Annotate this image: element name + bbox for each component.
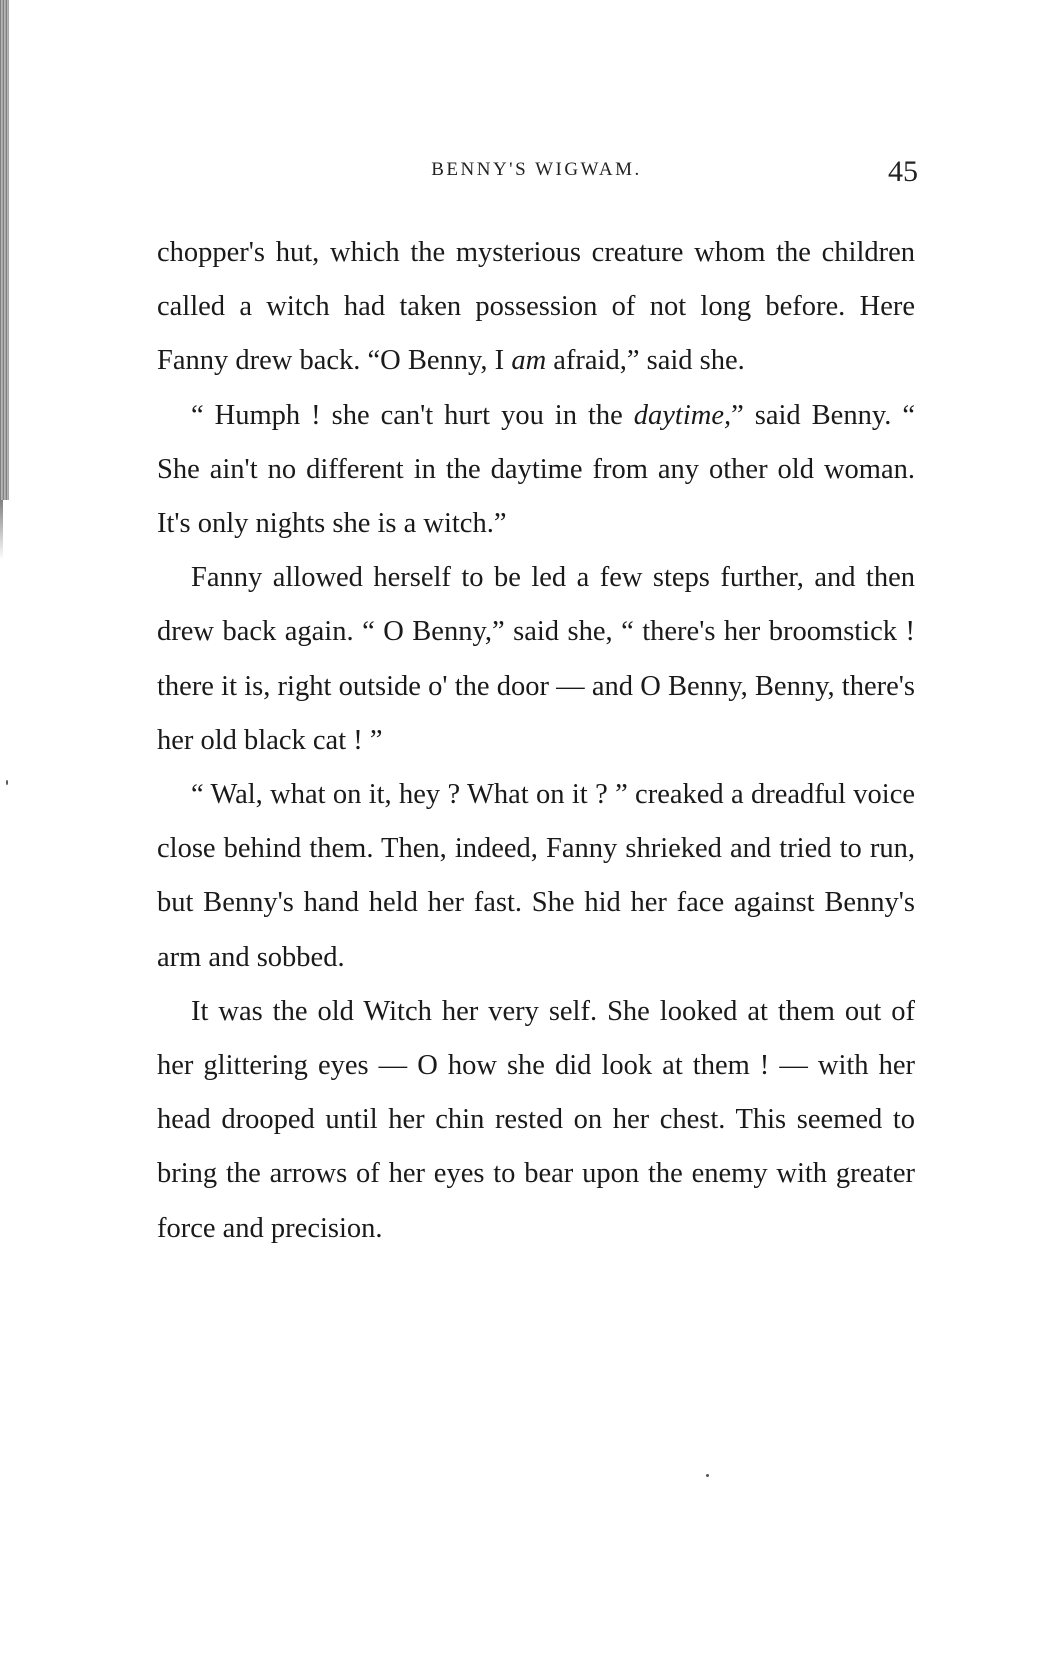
page-number: 45: [888, 155, 918, 188]
paragraph-2-text: “ Humph ! she can't hurt you in the: [191, 399, 634, 431]
paragraph-2-text-end: ” said Benny. “ She ain't no different in the daytime from any other old woman. It's only nights she is a witch.”: [157, 399, 915, 540]
paragraph-1-text-end: afraid,” said she.: [546, 345, 745, 377]
ink-speck: [6, 780, 8, 785]
ink-speck: [706, 1474, 709, 1477]
paragraph-2-emphasis: daytime,: [633, 399, 732, 431]
body-text: [157, 226, 915, 1256]
paragraph-3: Fanny allowed herself to be led a few steps further, and then drew back again. “ O Benny,” said she, “ there's her broomstick ! there it is, right outside o' the door — and O Benny, Benny, there's her old black cat ! ”: [157, 562, 915, 756]
paragraph-4: “ Wal, what on it, hey ? What on it ? ” creaked a dreadful voice close behind them. Then, indeed, Fanny shrieked and tried to run, but Benny's hand held her fast. She hid her face against Benny's arm and sobbed.: [157, 779, 915, 973]
paragraph-5: It was the old Witch her very self. She looked at them out of her glittering eyes — O how she did look at them ! — with her head drooped until her chin rested on her chest. This seemed to bring the arrows of her eyes to bear upon the enemy with greater force and precision.: [157, 995, 915, 1244]
paragraph-1: [157, 226, 915, 389]
paragraph-2: [157, 389, 915, 552]
binding-edge: [0, 0, 9, 500]
paragraph-1-emphasis: am: [511, 345, 547, 377]
running-title: BENNY'S WIGWAM.: [431, 159, 642, 180]
paragraph-1-text: chopper's hut, which the mysterious creature whom the children called a witch had taken possession of not long before. Here Fanny drew back. “O Benny, I: [157, 237, 915, 377]
running-head: [155, 155, 918, 195]
